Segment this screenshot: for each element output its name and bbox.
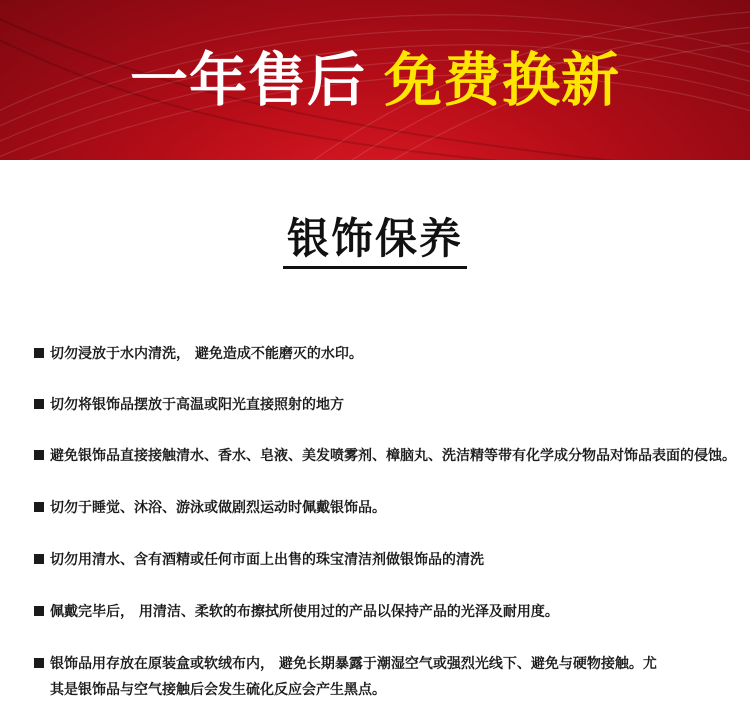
promo-banner	[0, 0, 750, 160]
list-item-text: 切勿将银饰品摆放于高温或阳光直接照射的地方	[50, 397, 344, 413]
list-item-continuation	[34, 678, 750, 703]
banner-title	[0, 44, 750, 116]
list-item	[34, 496, 734, 521]
square-bullet-icon	[34, 658, 44, 668]
list-item	[34, 393, 734, 418]
section-heading	[0, 212, 750, 269]
list-item-text: 切勿用清水、含有酒精或任何市面上出售的珠宝清洁剂做银饰品的清洗	[50, 552, 484, 568]
list-item	[34, 600, 734, 625]
list-item-text: 切勿浸放于水内清洗， 避免造成不能磨灭的水印。	[50, 346, 363, 362]
list-item-text: 切勿于睡觉、沐浴、游泳或做剧烈运动时佩戴银饰品。	[50, 500, 386, 516]
page-title: 银饰保养	[283, 212, 467, 269]
square-bullet-icon	[34, 348, 44, 358]
square-bullet-icon	[34, 399, 44, 409]
square-bullet-icon	[34, 502, 44, 512]
square-bullet-icon	[34, 450, 44, 460]
list-item-text: 避免银饰品直接接触清水、香水、皂液、美发喷雾剂、樟脑丸、洗洁精等带有化学成分物品对饰品表面的侵蚀。	[50, 448, 736, 464]
square-bullet-icon	[34, 606, 44, 616]
square-bullet-icon	[34, 554, 44, 564]
list-item	[34, 548, 734, 573]
list-item	[34, 444, 734, 469]
list-item-text: 佩戴完毕后， 用清洁、柔软的布擦拭所使用过的产品以保持产品的光泽及耐用度。	[50, 604, 559, 620]
list-item-text: 其是银饰品与空气接触后会发生硫化反应会产生黑点。	[50, 682, 386, 698]
banner-title-free-replacement: 免费换新	[384, 46, 621, 114]
list-item	[34, 342, 734, 367]
list-item-text: 银饰品用存放在原装盒或软绒布内， 避免长期暴露于潮湿空气或强烈光线下、避免与硬物接触。尤	[50, 656, 657, 672]
list-item	[34, 652, 734, 677]
banner-title-after-sales: 一年售后	[129, 46, 366, 114]
